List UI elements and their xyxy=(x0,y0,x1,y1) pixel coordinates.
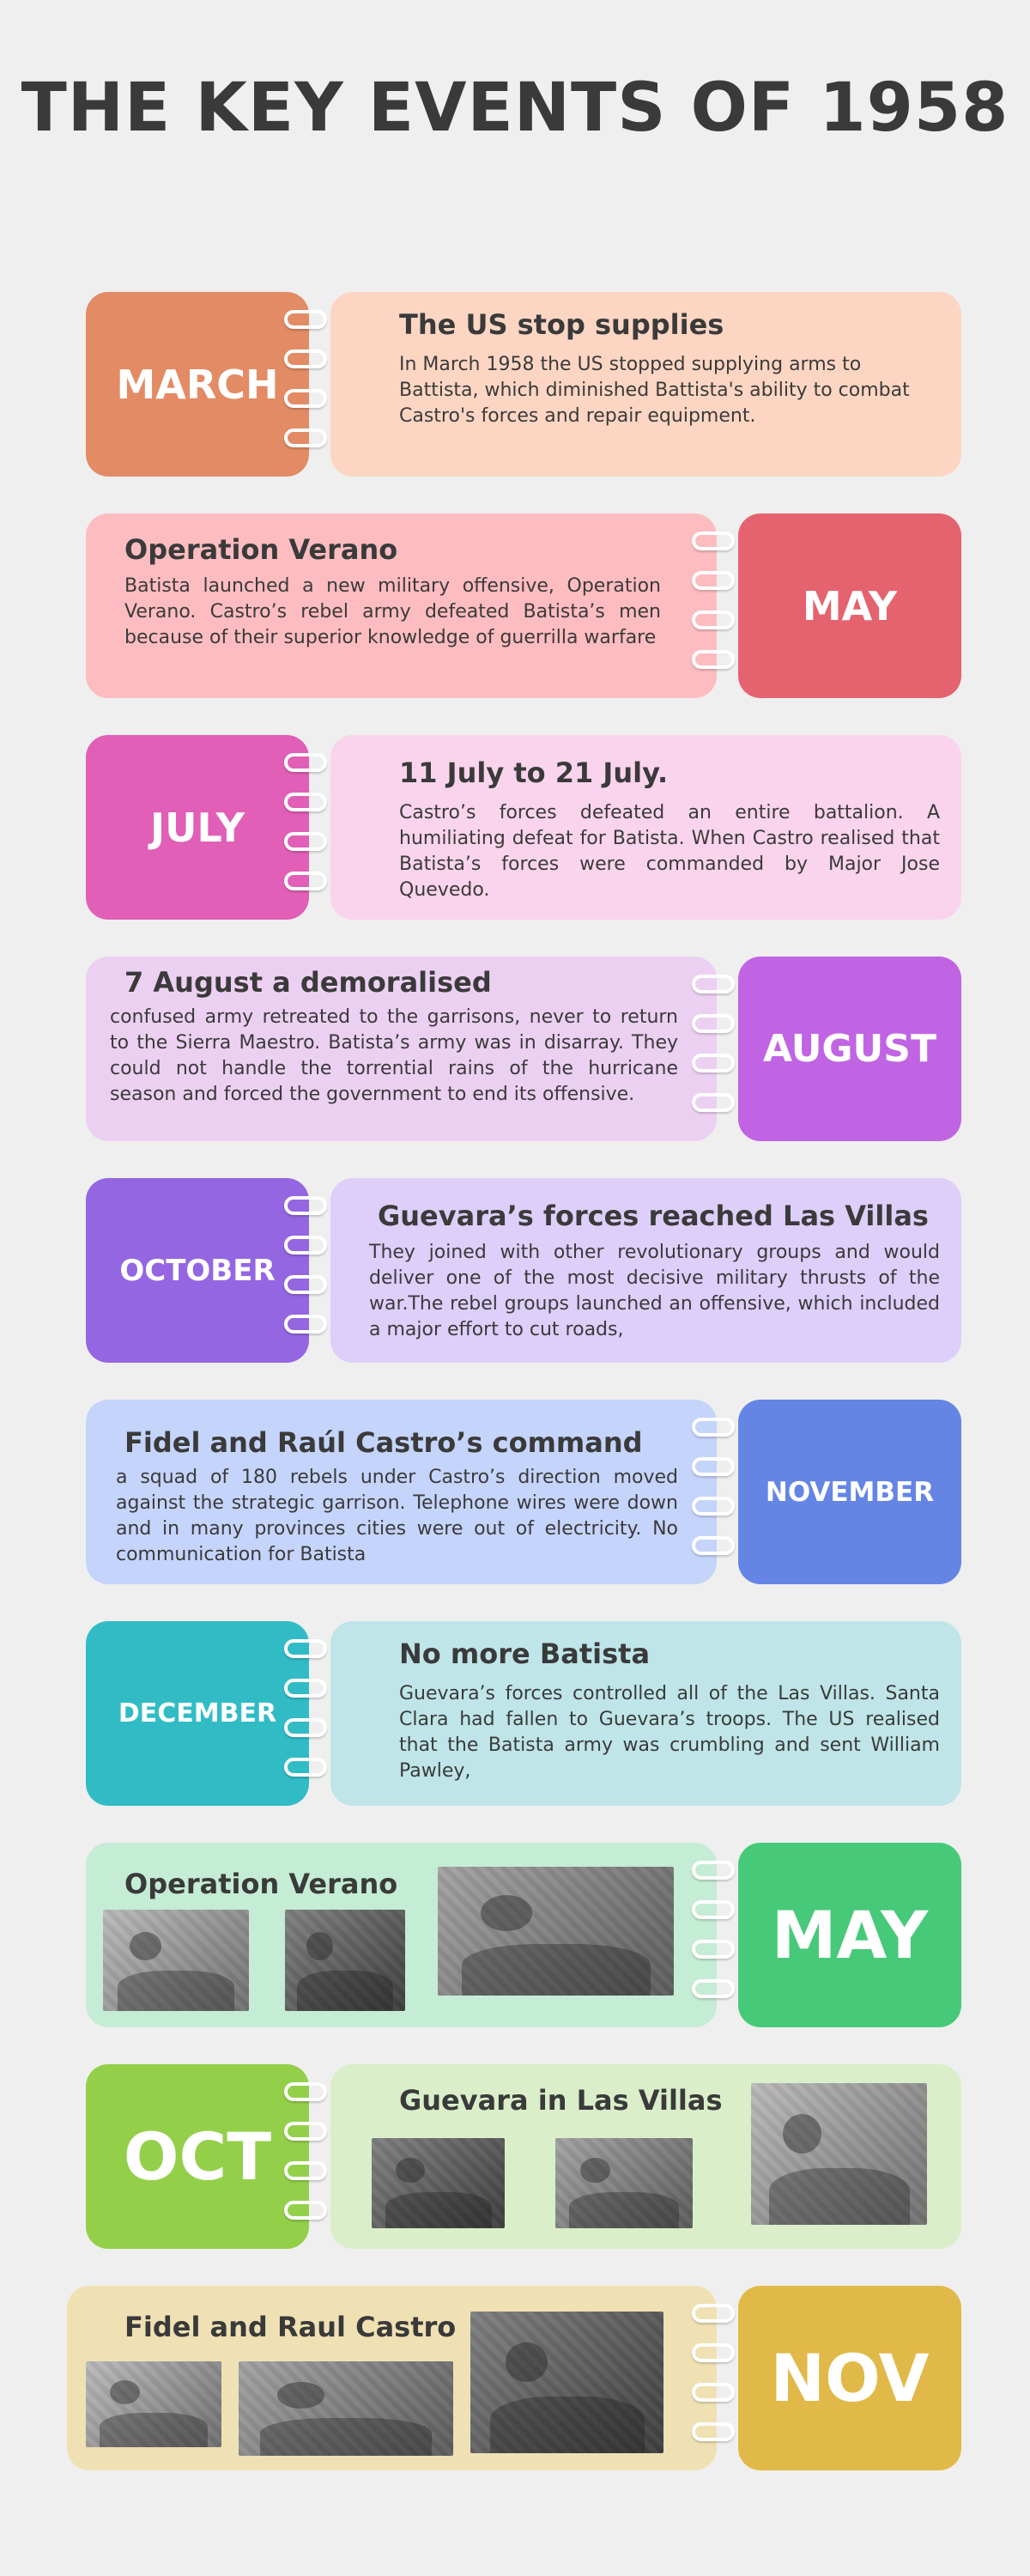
month-label: MAY xyxy=(802,582,898,629)
ring-icon xyxy=(284,2161,327,2180)
castro-brothers-photo xyxy=(86,2361,221,2447)
spiral-binding xyxy=(279,305,334,468)
photo-panel xyxy=(86,1843,717,2027)
soldiers-photo xyxy=(103,1910,249,2011)
ring-icon xyxy=(692,1536,735,1555)
month-tab xyxy=(738,957,961,1141)
ring-icon xyxy=(692,650,735,669)
month-label: OCTOBER xyxy=(119,1253,276,1288)
event-body: Guevara’s forces controlled all of the Las Villas. Santa Clara had fallen to Guevara’s troops. The US realised that the Batista army was crumbling and sent William Pawley, xyxy=(399,1683,940,1782)
event-may xyxy=(86,513,961,698)
fidel-raul-photo xyxy=(239,2361,453,2456)
photo-row-nov xyxy=(67,2286,961,2470)
ring-icon xyxy=(284,832,327,851)
event-heading: No more Batista xyxy=(399,1637,651,1670)
event-december xyxy=(86,1621,961,1806)
month-label: AUGUST xyxy=(763,1027,936,1071)
event-panel xyxy=(330,1621,961,1806)
event-body: Batista launched a new military offensive, Operation Verano. Castro’s rebel army defeated Batista’s men because of their superior knowledge of guerrilla warfare xyxy=(124,575,661,648)
ring-icon xyxy=(284,2082,327,2101)
spiral-binding xyxy=(687,1856,742,2019)
photo-heading: Fidel and Raul Castro xyxy=(124,2311,457,2343)
spiral-binding xyxy=(687,969,742,1133)
photo-row-may xyxy=(86,1843,961,2027)
event-panel xyxy=(330,735,961,920)
spiral-binding xyxy=(279,2077,334,2240)
ring-icon xyxy=(284,1196,327,1215)
horse-rider-photo xyxy=(751,2083,927,2225)
rebel-group-photo xyxy=(438,1867,674,1996)
event-panel xyxy=(330,1178,961,1363)
ring-icon xyxy=(692,532,735,550)
event-panel xyxy=(330,292,961,477)
ring-icon xyxy=(284,1275,327,1294)
event-heading: 11 July to 21 July. xyxy=(399,756,669,789)
event-panel xyxy=(86,1400,717,1584)
photo-panel xyxy=(67,2286,717,2470)
ring-icon xyxy=(284,1639,327,1658)
ring-icon xyxy=(284,2201,327,2220)
spiral-binding xyxy=(687,2299,742,2462)
rebels-photo xyxy=(285,1910,405,2011)
photo-panel xyxy=(330,2064,961,2249)
rebels-photo xyxy=(555,2138,693,2228)
event-november xyxy=(86,1400,961,1584)
ring-icon xyxy=(284,1679,327,1698)
event-july xyxy=(86,735,961,920)
ring-icon xyxy=(284,872,327,890)
event-august xyxy=(86,957,961,1141)
photo-row-oct xyxy=(86,2064,961,2249)
month-tab xyxy=(86,735,309,920)
event-heading: Guevara’s forces reached Las Villas xyxy=(378,1200,929,1232)
month-tab xyxy=(86,2064,309,2249)
ring-icon xyxy=(284,1718,327,1737)
ring-icon xyxy=(692,1940,735,1959)
month-label: MAY xyxy=(771,1897,929,1973)
ring-icon xyxy=(284,753,327,772)
ring-icon xyxy=(692,1093,735,1112)
month-tab xyxy=(738,2286,961,2470)
month-tab xyxy=(738,513,961,698)
month-tab xyxy=(86,292,309,477)
photo-heading: Guevara in Las Villas xyxy=(399,2084,723,2117)
ring-icon xyxy=(692,571,735,590)
ring-icon xyxy=(692,1497,735,1516)
event-body: a squad of 180 rebels under Castro’s direction moved against the strategic garrison. Telephone wires were down and in many provinces cities were out of electricity. No communication for Batista xyxy=(116,1467,678,1565)
revolutionaries-photo xyxy=(470,2312,663,2453)
event-heading: Fidel and Raúl Castro’s command xyxy=(124,1426,643,1459)
event-panel xyxy=(86,957,717,1141)
month-label: NOV xyxy=(770,2340,930,2416)
ring-icon xyxy=(692,2304,735,2323)
ring-icon xyxy=(284,428,327,447)
ring-icon xyxy=(692,1457,735,1476)
ring-icon xyxy=(692,1900,735,1919)
spiral-binding xyxy=(687,526,742,690)
spiral-binding xyxy=(279,748,334,911)
month-label: OCT xyxy=(123,2118,272,2195)
ring-icon xyxy=(284,1758,327,1777)
ring-icon xyxy=(284,389,327,408)
ring-icon xyxy=(692,2383,735,2402)
ring-icon xyxy=(692,975,735,993)
event-panel xyxy=(86,513,717,698)
ring-icon xyxy=(692,1861,735,1880)
spiral-binding xyxy=(279,1191,334,1354)
event-body: Castro’s forces defeated an entire battalion. A humiliating defeat for Batista. When Castro realised that Batista’s forces were commanded by Major Jose Quevedo. xyxy=(399,802,940,901)
month-tab xyxy=(738,1843,961,2027)
event-heading: The US stop supplies xyxy=(399,308,724,341)
month-tab xyxy=(86,1621,309,1806)
ring-icon xyxy=(692,1979,735,1998)
event-body: They joined with other revolutionary groups and would deliver one of the most decisive military thrusts of the war.The rebel groups launched an offensive, which included a major effort to cut roads, xyxy=(369,1242,940,1340)
ring-icon xyxy=(692,2422,735,2441)
ring-icon xyxy=(284,1315,327,1334)
ring-icon xyxy=(284,2122,327,2141)
ring-icon xyxy=(692,2343,735,2362)
month-label: DECEMBER xyxy=(118,1698,277,1728)
ring-icon xyxy=(692,1418,735,1437)
event-body: In March 1958 the US stopped supplying arms to Battista, which diminished Battista's ability to combat Castro's forces and repair equipment. xyxy=(399,354,910,427)
photo-heading: Operation Verano xyxy=(124,1868,398,1900)
event-march xyxy=(86,292,961,477)
ring-icon xyxy=(692,1054,735,1072)
month-tab xyxy=(738,1400,961,1584)
guevara-photo xyxy=(372,2138,505,2228)
event-heading: 7 August a demoralised xyxy=(124,966,492,999)
ring-icon xyxy=(692,611,735,629)
event-body: confused army retreated to the garrisons, never to return to the Sierra Maestro. Batista’s army was in disarray. They could not handle the torrential rains of the hurricane season and forced the government to end its offensive. xyxy=(110,1006,678,1105)
event-heading: Operation Verano xyxy=(124,533,398,566)
month-label: MARCH xyxy=(116,361,279,408)
month-label: JULY xyxy=(150,804,245,851)
month-tab xyxy=(86,1178,309,1363)
ring-icon xyxy=(284,1236,327,1255)
spiral-binding xyxy=(279,1634,334,1797)
event-october xyxy=(86,1178,961,1363)
ring-icon xyxy=(284,793,327,811)
month-label: NOVEMBER xyxy=(765,1476,935,1508)
spiral-binding xyxy=(687,1413,742,1576)
page-title: THE KEY EVENTS OF 1958 xyxy=(21,70,1009,147)
ring-icon xyxy=(284,310,327,329)
ring-icon xyxy=(692,1014,735,1033)
ring-icon xyxy=(284,349,327,368)
